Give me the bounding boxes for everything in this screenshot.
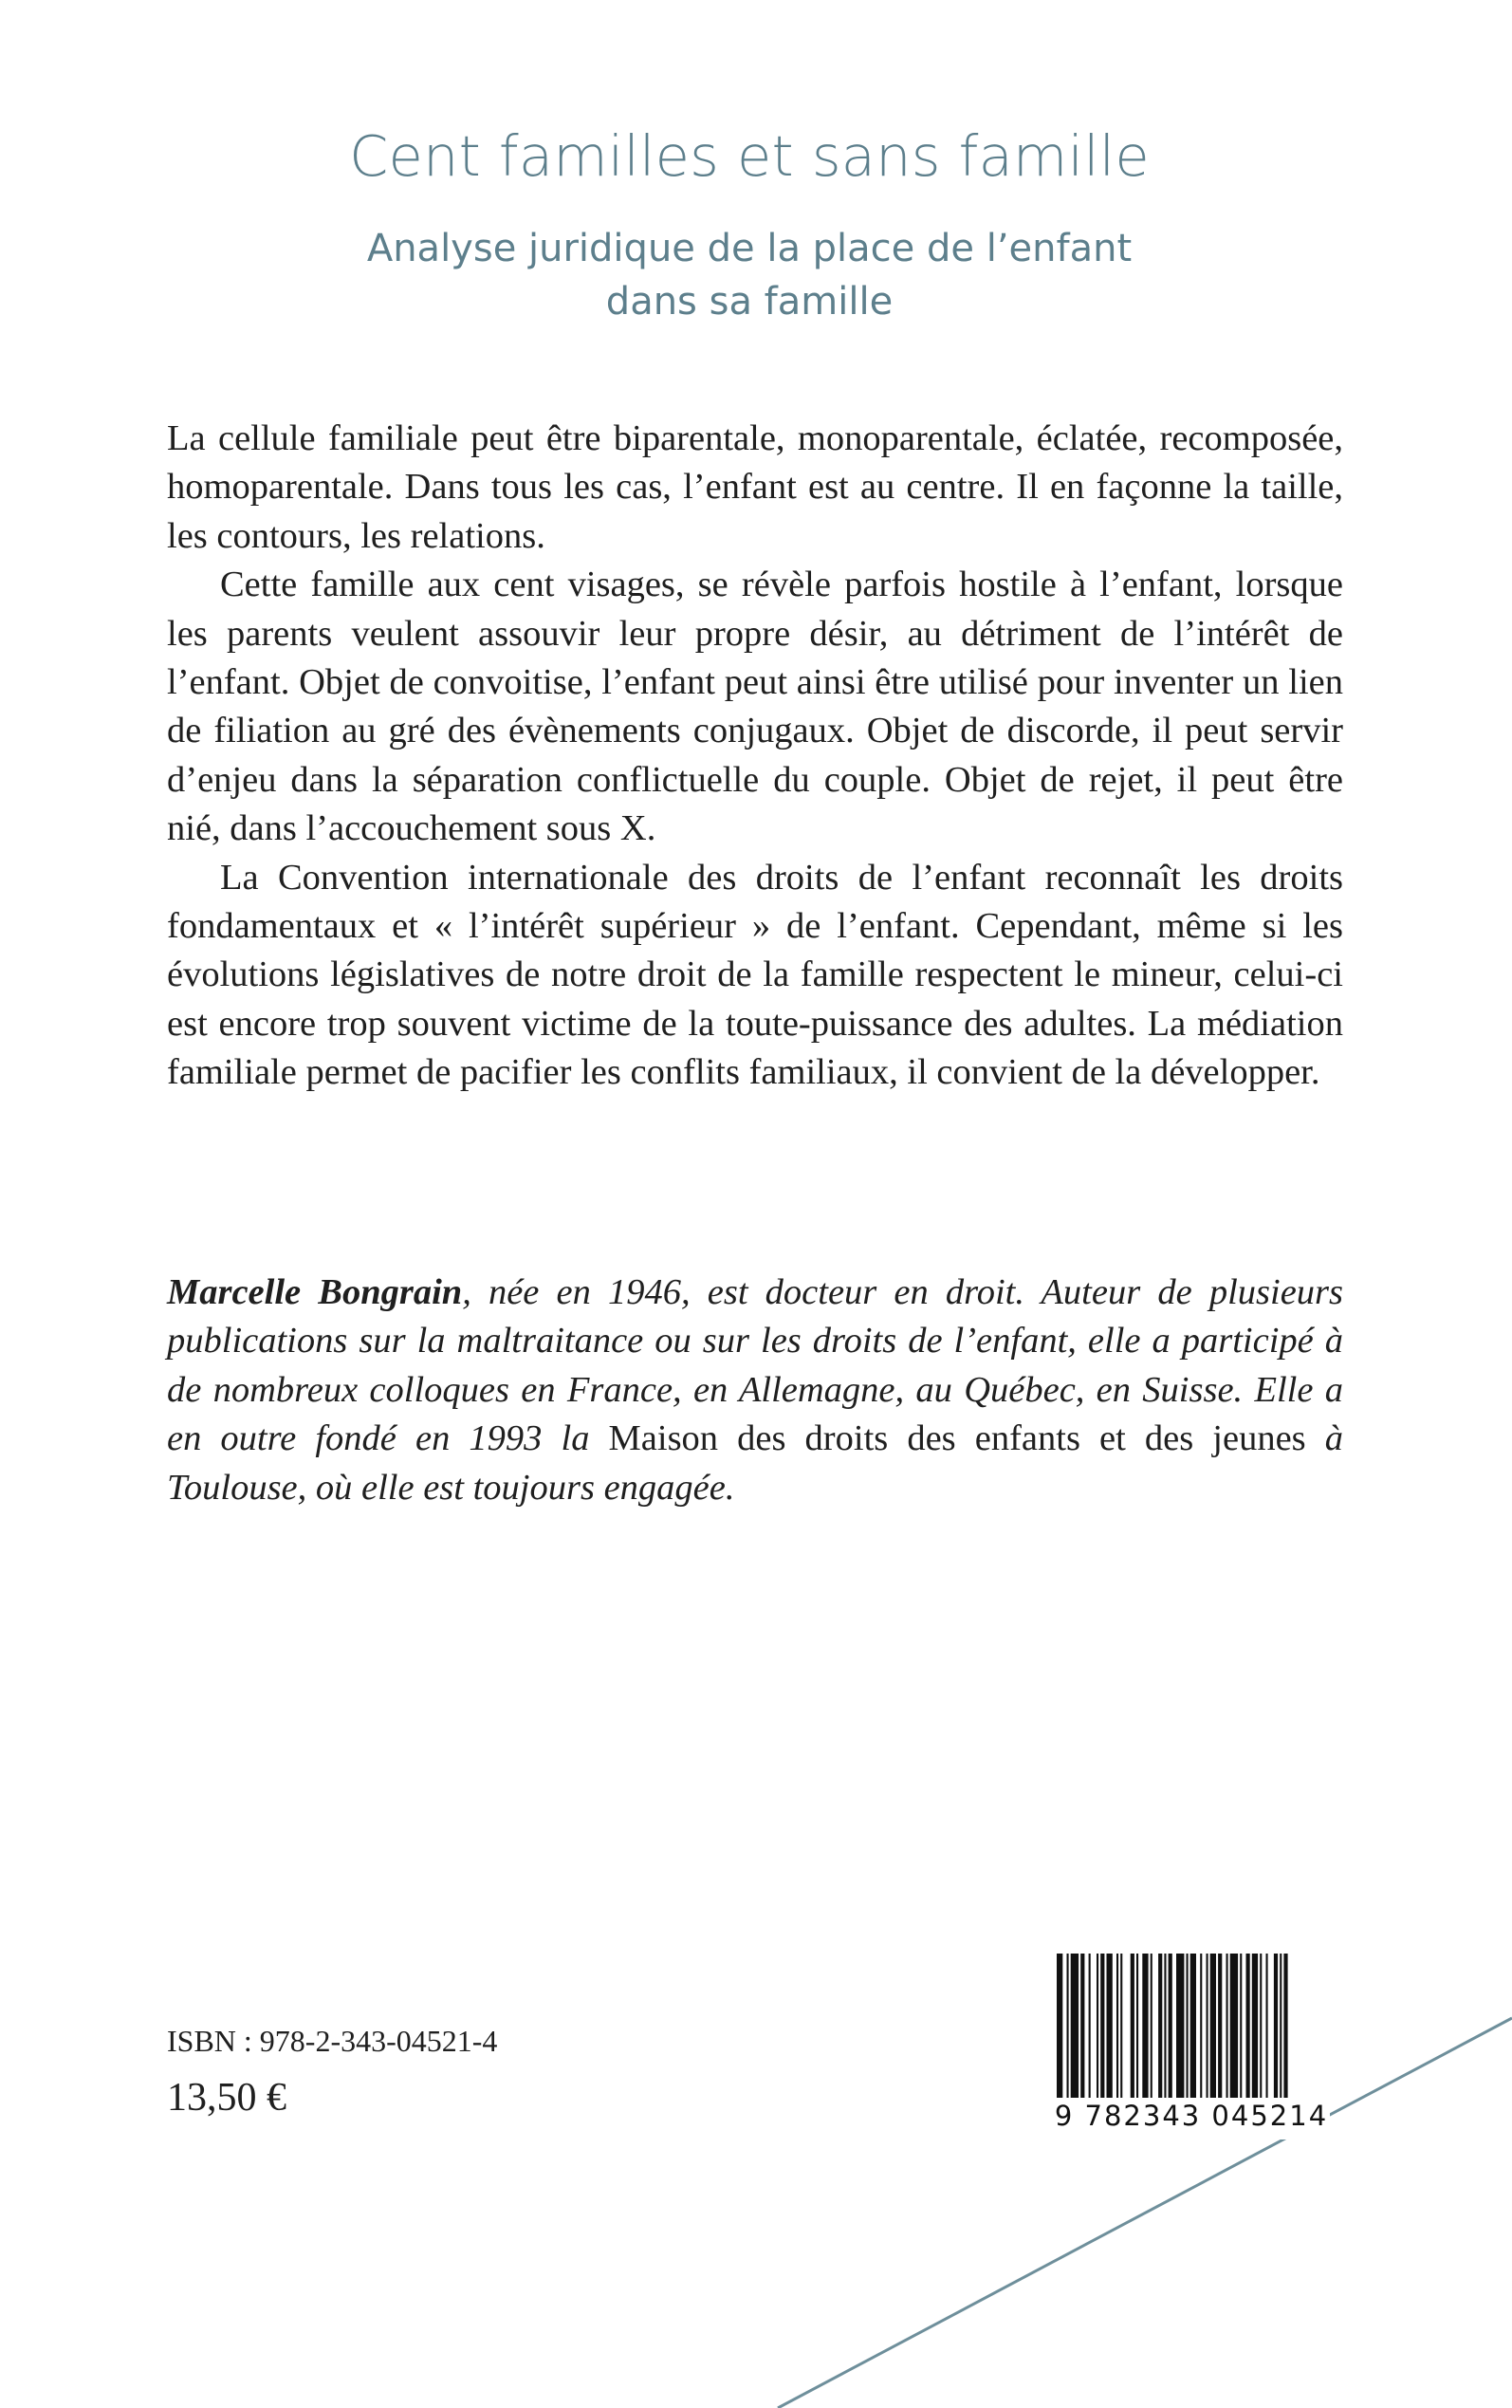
barcode-bar	[1226, 1954, 1228, 2098]
barcode-bar	[1240, 1954, 1242, 2098]
barcode-bar	[1246, 1954, 1250, 2098]
barcode-bar	[1116, 1954, 1118, 2098]
author-institution: Maison des droits des enfants et des jeunes	[608, 1418, 1306, 1459]
barcode-bar	[1260, 1954, 1262, 2098]
barcode-bar	[1176, 1954, 1184, 2098]
barcode-bar	[1210, 1954, 1216, 2098]
barcode-bar	[1080, 1954, 1084, 2098]
barcode-bar	[1100, 1954, 1104, 2098]
barcode-bar	[1131, 1954, 1134, 2098]
barcode-bar	[1057, 1954, 1062, 2098]
blurb-paragraph-1: La cellule familiale peut être biparentale, monoparentale, éclatée, recomposée, homoparentale. Dans tous les cas, l’enfant est au centre. Il en façonne la taille, les contours, les relations.	[167, 418, 1343, 556]
author-bio-text-2: à Toulouse, où elle est toujours engagée.	[167, 1418, 1343, 1508]
barcode-bar	[1230, 1954, 1238, 2098]
barcode-bar	[1089, 1954, 1091, 2098]
barcode-bar	[1283, 1954, 1287, 2098]
author-name: Marcelle Bongrain	[167, 1272, 463, 1312]
barcode-bar	[1280, 1954, 1282, 2098]
barcode-bar	[1187, 1954, 1189, 2098]
blurb-paragraph-3: La Convention internationale des droits de l’enfant reconnaît les droits fondamentaux et « l’intérêt supérieur » de l’enfant. Cependant, même si les évolutions législatives de notre droit de la famille respectent le mineur, celui-ci est encore trop souvent victime de la toute-puissance des adultes. La médiation familiale permet de pacifier les conflits familiaux, il convient de la développer.	[167, 857, 1343, 1093]
subtitle-line-1: Analyse juridique de la place de l’enfant	[366, 227, 1133, 270]
barcode-bar	[1107, 1954, 1113, 2098]
barcode-bar	[1252, 1954, 1258, 2098]
barcode-bar	[1218, 1954, 1222, 2098]
barcode-bar	[1274, 1954, 1278, 2098]
barcode-bar	[1158, 1954, 1162, 2098]
price-label: 13,50 €	[167, 2076, 286, 2120]
barcode-bar	[1169, 1954, 1172, 2098]
barcode-bar	[1120, 1954, 1122, 2098]
barcode-bar	[1266, 1954, 1268, 2098]
barcode-bar	[1142, 1954, 1148, 2098]
isbn-label: ISBN : 978-2-343-04521-4	[167, 2024, 498, 2058]
blurb	[167, 415, 1343, 1098]
barcode-bar	[1097, 1954, 1098, 2098]
subtitle-line-2: dans sa famille	[605, 280, 894, 324]
book-subtitle	[0, 222, 1499, 328]
barcode-bar	[1207, 1954, 1208, 2098]
author-bio	[167, 1269, 1343, 1512]
barcode-bar	[1067, 1954, 1069, 2098]
book-title: Cent familles et sans famille	[349, 123, 1150, 189]
barcode-bar	[1200, 1954, 1202, 2098]
barcode-bar	[1164, 1954, 1166, 2098]
barcode-digits: 9 782343 045214	[1054, 2100, 1329, 2132]
barcode-bar	[1151, 1954, 1152, 2098]
blurb-paragraph-2: Cette famille aux cent visages, se révèle parfois hostile à l’enfant, lorsque les parents veulent assouvir leur propre désir, au détriment de l’intérêt de l’enfant. Objet de convoitise, l’enfant peut ainsi être utilisé pour inventer un lien de filiation au gré des évènements conjugaux. Objet de discorde, il peut servir d’enjeu dans la séparation conflictuelle du couple. Objet de rejet, il peut être nié, dans l’accouchement sous X.	[167, 565, 1343, 849]
barcode-bar	[1136, 1954, 1138, 2098]
barcode-bar	[1071, 1954, 1079, 2098]
author-bio-text-1: , née en 1946, est docteur en droit. Auteur de plusieurs publications sur la maltraitance ou sur les droits de l’enfant, elle a participé à de nombreux colloques en France, en Allemagne, au Québec, en Suisse. Elle a en outre fondé en 1993 la	[167, 1272, 1343, 1459]
barcode-bar	[1190, 1954, 1196, 2098]
barcode	[1053, 1950, 1330, 2139]
